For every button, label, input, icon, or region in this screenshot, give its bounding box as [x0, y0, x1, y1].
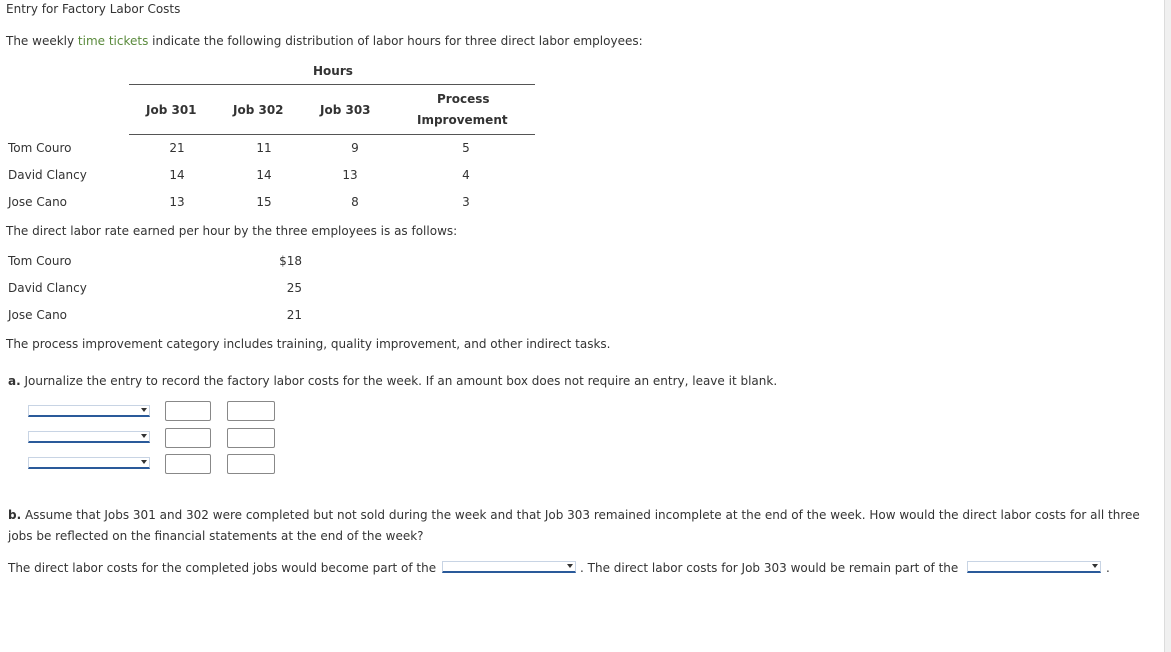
table-cell: 13 [169, 195, 185, 209]
chevron-down-icon [141, 408, 147, 412]
credit-input[interactable] [227, 454, 275, 474]
col-header-process: Process [437, 92, 490, 106]
table-cell: 15 [256, 195, 272, 209]
debit-input[interactable] [165, 428, 211, 448]
row-name: David Clancy [8, 168, 87, 182]
table-cell: 3 [462, 195, 470, 209]
chevron-down-icon [141, 434, 147, 438]
table-cell: 11 [256, 141, 272, 155]
table-cell: 14 [169, 168, 185, 182]
chevron-down-icon [567, 564, 573, 568]
chevron-down-icon [141, 460, 147, 464]
rate-value: $18 [279, 254, 302, 268]
part-a-text: Journalize the entry to record the factory labor costs for the week. If an amount box does not require an entry, leave it blank. [20, 374, 778, 388]
table-cell: 4 [462, 168, 470, 182]
part-b-sentence-end: . [1106, 561, 1110, 575]
process-note: The process improvement category includes training, quality improvement, and other indirect tasks. [6, 337, 611, 351]
table-cell: 14 [256, 168, 272, 182]
col-header-job-302: Job 302 [233, 103, 284, 117]
rate-value: 21 [286, 308, 302, 322]
credit-input[interactable] [227, 401, 275, 421]
part-a-label: a. [8, 374, 21, 388]
table-cell: 8 [351, 195, 359, 209]
intro-prefix: The weekly [6, 34, 78, 48]
financial-statement-select-completed[interactable] [442, 561, 576, 573]
account-select[interactable] [28, 431, 150, 443]
rate-name: Tom Couro [8, 254, 72, 268]
part-b-label: b. [8, 508, 22, 522]
row-name: Jose Cano [8, 195, 68, 209]
credit-input[interactable] [227, 428, 275, 448]
time-tickets-link[interactable]: time tickets [77, 34, 149, 48]
part-a-instructions [8, 374, 777, 388]
financial-statement-select-job-303[interactable] [967, 561, 1101, 573]
header-rule-bottom [129, 134, 535, 135]
rate-intro-text: The direct labor rate earned per hour by the three employees is as follows: [6, 224, 458, 238]
account-select[interactable] [28, 405, 150, 417]
table-cell: 13 [342, 168, 358, 182]
table-cell: 5 [462, 141, 470, 155]
intro-text [6, 34, 643, 48]
col-header-job-303: Job 303 [320, 103, 371, 117]
part-b-instructions-line2: jobs be reflected on the financial statements at the end of the week? [8, 529, 424, 543]
page-title: Entry for Factory Labor Costs [6, 2, 181, 16]
part-b-sentence-1: The direct labor costs for the completed jobs would become part of the [8, 561, 437, 575]
hours-group-header: Hours [313, 64, 353, 78]
chevron-down-icon [1092, 564, 1098, 568]
account-select[interactable] [28, 457, 150, 469]
debit-input[interactable] [165, 454, 211, 474]
table-cell: 9 [351, 141, 359, 155]
col-header-improvement: Improvement [417, 113, 508, 127]
part-b-text: Assume that Jobs 301 and 302 were completed but not sold during the week and that Job 303 remained incomplete at the end of the week. How would the direct labor costs for all three [21, 508, 1140, 522]
part-b-instructions-line1 [8, 508, 1140, 522]
header-rule-top [129, 84, 535, 85]
debit-input[interactable] [165, 401, 211, 421]
rate-name: Jose Cano [8, 308, 68, 322]
row-name: Tom Couro [8, 141, 72, 155]
vertical-scrollbar[interactable] [1164, 0, 1171, 652]
col-header-job-301: Job 301 [146, 103, 197, 117]
rate-name: David Clancy [8, 281, 87, 295]
table-cell: 21 [169, 141, 185, 155]
intro-suffix: indicate the following distribution of labor hours for three direct labor employees: [148, 34, 643, 48]
rate-value: 25 [286, 281, 302, 295]
part-b-sentence-2: . The direct labor costs for Job 303 would be remain part of the [580, 561, 959, 575]
